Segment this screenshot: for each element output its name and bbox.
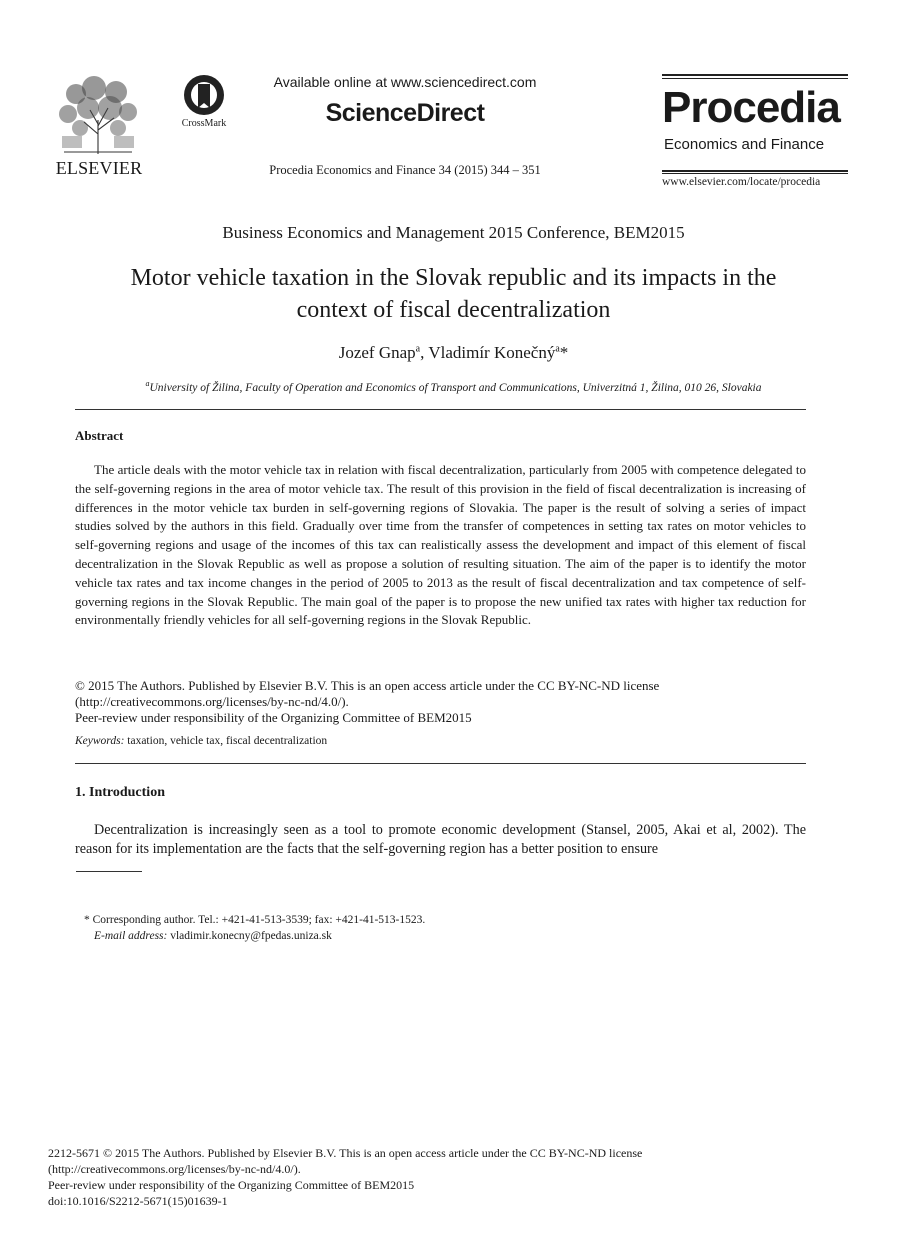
available-online-text: Available online at www.sciencedirect.com: [273, 74, 537, 90]
author-affiliation-mark: a: [555, 343, 560, 355]
email-label: E-mail address:: [94, 930, 168, 942]
procedia-logo: [662, 74, 848, 194]
procedia-title: Procedia: [662, 83, 840, 132]
procedia-url[interactable]: www.elsevier.com/locate/procedia: [662, 176, 821, 188]
author-name: Jozef Gnap: [338, 343, 416, 362]
footnote-marker: *: [84, 914, 93, 926]
elsevier-tree-icon: [54, 74, 142, 156]
footer-license-link[interactable]: (http://creativecommons.org/licenses/by-nc-nd/4.0/).: [48, 1162, 301, 1176]
affiliation: [60, 379, 847, 394]
crossmark-label: CrossMark: [181, 118, 227, 129]
crossmark-badge[interactable]: [176, 74, 232, 134]
keywords: [75, 733, 806, 749]
section-heading-introduction: 1. Introduction: [75, 785, 165, 800]
journal-reference: Procedia Economics and Finance 34 (2015) 344 – 351: [269, 163, 541, 177]
affiliation-mark: a: [145, 379, 150, 388]
footer-license: 2212-5671 © 2015 The Authors. Published by Elsevier B.V. This is an open access article under the CC BY-NC-ND license: [48, 1146, 643, 1160]
title-line-1: Motor vehicle taxation in the Slovak republic and its impacts in the: [130, 265, 777, 291]
title-line-2: context of fiscal decentralization: [296, 297, 611, 323]
copyright-line: © 2015 The Authors. Published by Elsevier B.V. This is an open access article under the CC BY-NC-ND license: [75, 678, 660, 693]
email-address[interactable]: vladimir.konecny@fpedas.uniza.sk: [167, 930, 332, 942]
keywords-list: taxation, vehicle tax, fiscal decentralization: [124, 735, 328, 747]
footnote-divider: [76, 871, 142, 872]
elsevier-logo: [50, 74, 148, 180]
footnote-contact: Corresponding author. Tel.: +421-41-513-3539; fax: +421-41-513-1523.: [92, 914, 426, 926]
footer-peer-review: Peer-review under responsibility of the Organizing Committee of BEM2015: [48, 1178, 415, 1192]
abstract-text: The article deals with the motor vehicle tax in relation with fiscal decentralization, particularly from 2005 with competence delegated to the self-governing regions in the area of motor vehicle tax. The result of this provision in the field of fiscal decentralization is increasing of differences in the motor vehicle tax burden in self-governing regions of Slovakia. The paper is the result of solving a series of impact studies solved by the authors in this field. Gradually over time from the transfer of competences in setting tax rates on motor vehicles to self-governing regions and usage of the incomes of this tax can realistically assess the development and impact of this element of fiscal decentralization in the Slovak Republic as well as propose a solution of resulting situation. The aim of the paper is to identify the motor vehicle tax rates and tax income changes in the period of 2005 to 2013 as the result of fiscal decentralization and tax competence of self-governing regions in the Slovak Republic. The main goal of the paper is to propose the new unified tax rates with higher tax reduction for environmentally friendly vehicles for all self-governing regions in the Slovak Republic.: [75, 462, 806, 628]
keywords-label: Keywords:: [75, 735, 125, 747]
author-separator: ,: [420, 343, 429, 362]
conference-name: Business Economics and Management 2015 Conference, BEM2015: [222, 223, 685, 242]
procedia-subtitle: Economics and Finance: [664, 136, 825, 153]
abstract-heading: Abstract: [75, 428, 124, 443]
article-title: [60, 262, 847, 326]
footer-doi[interactable]: doi:10.1016/S2212-5671(15)01639-1: [48, 1194, 228, 1208]
author-list: [60, 343, 847, 363]
divider: [75, 409, 806, 410]
corresponding-author-mark[interactable]: *: [559, 343, 569, 362]
author-name: Vladimír Konečný: [428, 343, 556, 362]
peer-review-note: Peer-review under responsibility of the Organizing Committee of BEM2015: [75, 710, 472, 725]
crossmark-icon: [181, 74, 227, 118]
affiliation-text: University of Žilina, Faculty of Operation and Economics of Transport and Communications, Univerzitná 1, Žilina, 010 26, Slovakia: [149, 381, 762, 394]
sciencedirect-logo: ScienceDirect: [325, 99, 485, 127]
footnote-email: [94, 928, 814, 944]
introduction-text: Decentralization is increasingly seen as a tool to promote economic development (Stansel, 2005, Akai et al, 2002). The reason for its implementation are the facts that the self-governing region has a better position to ensure: [75, 822, 806, 857]
divider: [75, 763, 806, 764]
author-affiliation-mark: a: [415, 343, 421, 355]
elsevier-wordmark: ELSEVIER: [55, 158, 143, 178]
footnote-corresponding: [84, 912, 804, 928]
license-link[interactable]: (http://creativecommons.org/licenses/by-nc-nd/4.0/).: [75, 694, 349, 709]
